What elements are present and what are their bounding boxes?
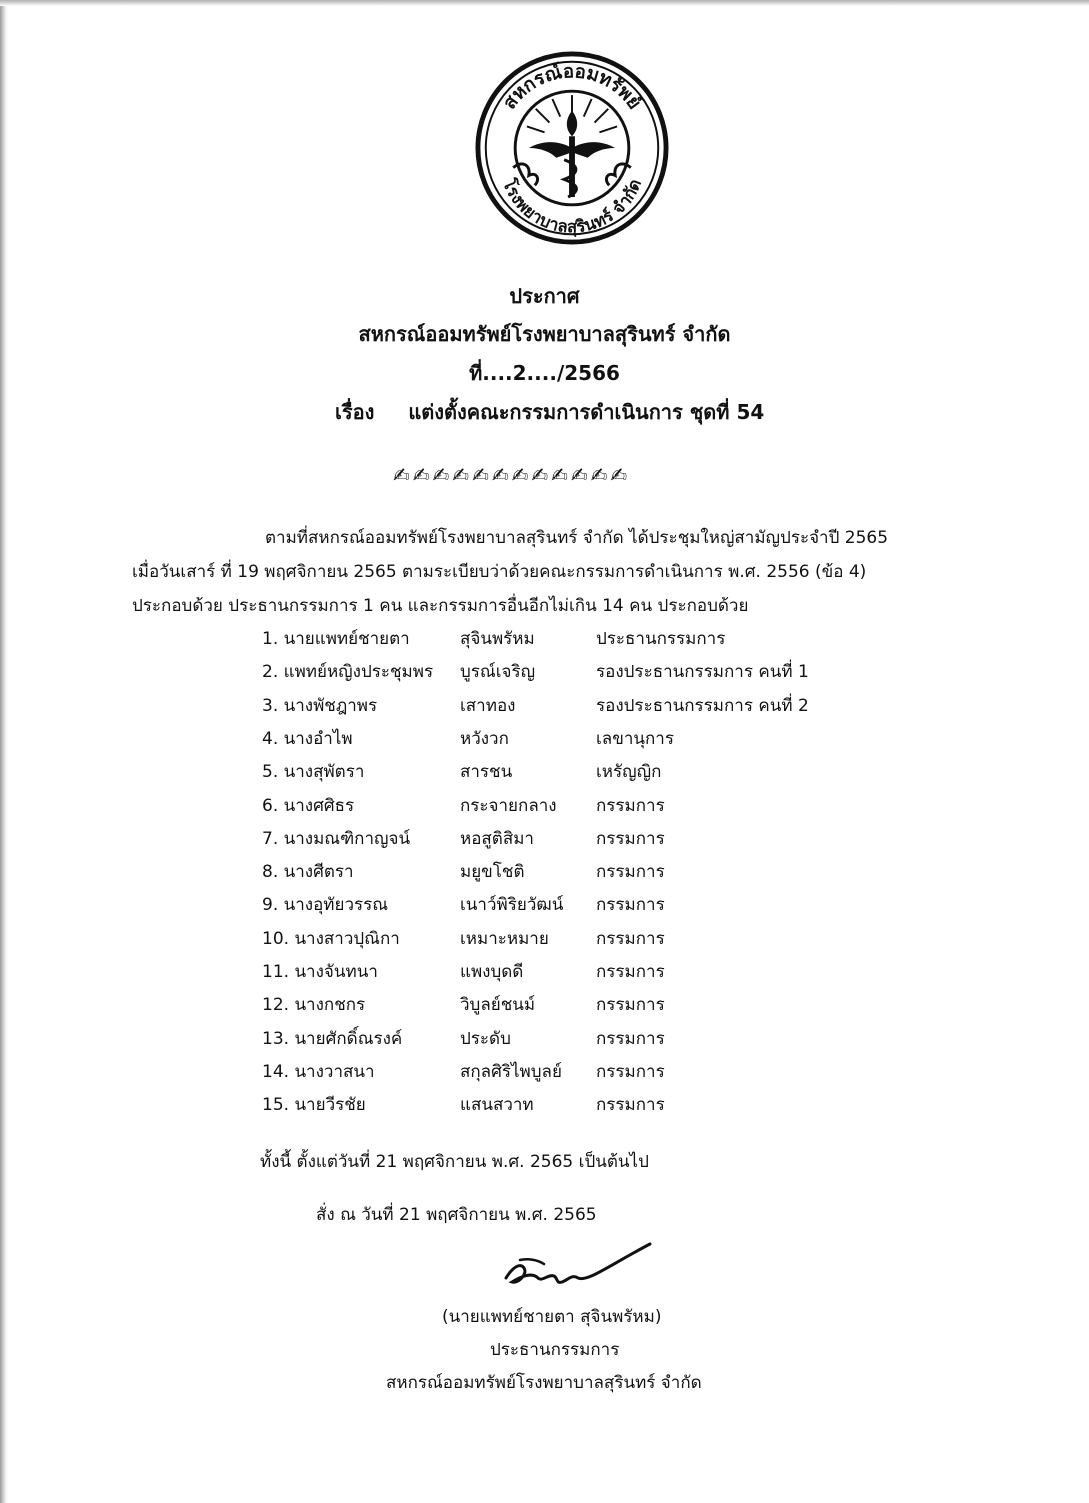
member-name: 5. นางสุพัตรา: [262, 762, 365, 782]
writing-hand-icon: ✍: [412, 463, 430, 487]
writing-hand-icon: ✍: [491, 463, 509, 487]
member-name: 8. นางศีตรา: [262, 862, 354, 882]
member-position: กรรมการ: [596, 862, 665, 882]
member-row: [0, 624, 1089, 654]
member-name: 3. นางพัชฎาพร: [262, 696, 378, 716]
member-surname: มยูขโชติ: [460, 862, 525, 882]
member-surname: หวังวก: [460, 729, 509, 749]
member-surname: สกุลศิริไพบูลย์: [460, 1062, 562, 1082]
writing-hand-icon: ✍: [452, 463, 470, 487]
member-row: [0, 857, 1089, 887]
signatory-position: ประธานกรรมการ: [490, 1340, 620, 1360]
member-surname: เหมาะหมาย: [460, 929, 549, 949]
page-top-shadow: [0, 0, 1089, 6]
member-surname: วิบูลย์ชนม์: [460, 995, 536, 1015]
writing-hand-icon: ✍: [472, 463, 489, 487]
member-surname: เสาทอง: [460, 696, 516, 716]
writing-hand-icon: ✍: [531, 463, 549, 487]
member-position: กรรมการ: [596, 1095, 665, 1115]
member-surname: หอสูติสิมา: [460, 829, 534, 849]
member-row: [0, 1024, 1089, 1054]
writing-hand-icon: ✍: [590, 463, 608, 487]
member-position: กรรมการ: [596, 929, 665, 949]
member-position: กรรมการ: [596, 829, 665, 849]
signatory-name: (นายแพทย์ชายตา สุจินพรัหม): [442, 1307, 662, 1327]
body-line-3: ประกอบด้วย ประธานกรรมการ 1 คน และกรรมการอื่นอีกไม่เกิน 14 คน ประกอบด้วย: [132, 596, 749, 616]
member-surname: สารชน: [460, 762, 513, 782]
member-name: 9. นางอุทัยวรรณ: [262, 895, 389, 915]
announcement-title: ประกาศ: [509, 284, 580, 308]
member-name: 13. นายศักดิ์ณรงค์: [262, 1029, 403, 1049]
member-row: [0, 691, 1089, 721]
member-name: 12. นางกชกร: [262, 995, 366, 1015]
writing-hand-icon: ✍: [610, 463, 628, 487]
member-name: 15. นายวีรชัย: [262, 1095, 366, 1115]
member-name: 6. นางศศิธร: [262, 796, 355, 816]
decorative-divider: [393, 462, 627, 488]
body-line-1: ตามที่สหกรณ์ออมทรัพย์โรงพยาบาลสุรินทร์ จำกัด ได้ประชุมใหญ่สามัญประจำปี 2565: [265, 528, 889, 548]
member-row: [0, 1057, 1089, 1087]
member-position: รองประธานกรรมการ คนที่ 2: [596, 696, 809, 716]
cooperative-seal-logo: [474, 50, 670, 246]
member-row: [0, 957, 1089, 987]
writing-hand-icon: ✍: [432, 463, 450, 487]
member-name: 11. นางจันทนา: [262, 962, 378, 982]
member-row: [0, 657, 1089, 687]
member-surname: บูรณ์เจริญ: [460, 662, 536, 682]
order-date-line: สั่ง ณ วันที่ 21 พฤศจิกายน พ.ศ. 2565: [316, 1205, 597, 1225]
member-surname: เนาว์พิริยวัฒน์: [460, 895, 564, 915]
member-position: เลขานุการ: [596, 729, 674, 749]
subject-text: แต่งตั้งคณะกรรมการดำเนินการ ชุดที่ 54: [408, 400, 765, 424]
body-line-2: เมื่อวันเสาร์ ที่ 19 พฤศจิกายน 2565 ตามระเบียบว่าด้วยคณะกรรมการดำเนินการ พ.ศ. 2556 (ข้อ 4): [132, 562, 867, 582]
seal-top-text: สหกรณ์ออมทรัพย์: [499, 61, 645, 114]
member-name: 2. แพทย์หญิงประชุมพร: [262, 662, 434, 682]
member-surname: กระจายกลาง: [460, 796, 557, 816]
member-position: กรรมการ: [596, 895, 665, 915]
member-row: [0, 1090, 1089, 1120]
member-row: [0, 824, 1089, 854]
member-row: [0, 791, 1089, 821]
effective-date-line: ทั้งนี้ ตั้งแต่วันที่ 21 พฤศจิกายน พ.ศ. 2565 เป็นต้นไป: [260, 1152, 649, 1172]
member-position: กรรมการ: [596, 1062, 665, 1082]
organization-name: สหกรณ์ออมทรัพย์โรงพยาบาลสุรินทร์ จำกัด: [358, 322, 731, 346]
announcement-number: ที่....2..../2566: [469, 361, 620, 385]
member-row: [0, 890, 1089, 920]
member-row: [0, 990, 1089, 1020]
writing-hand-icon: ✍: [393, 463, 410, 487]
seal-bottom-text: โรงพยาบาลสุรินทร์ จำกัด: [499, 176, 645, 237]
member-position: ประธานกรรมการ: [596, 629, 726, 649]
member-row: [0, 757, 1089, 787]
member-name: 7. นางมณฑิกาญจน์: [262, 829, 411, 849]
subject-line: [335, 398, 764, 426]
member-surname: แพงบุดดี: [460, 962, 524, 982]
member-name: 10. นางสาวปุณิกา: [262, 929, 400, 949]
writing-hand-icon: ✍: [570, 463, 588, 487]
member-position: เหรัญญิก: [596, 762, 662, 782]
writing-hand-icon: ✍: [511, 463, 529, 487]
member-position: กรรมการ: [596, 1029, 665, 1049]
member-surname: แสนสวาท: [460, 1095, 534, 1115]
member-position: รองประธานกรรมการ คนที่ 1: [596, 662, 809, 682]
handwritten-signature: [498, 1238, 658, 1296]
member-row: [0, 924, 1089, 954]
writing-hand-icon: ✍: [551, 463, 568, 487]
member-row: [0, 724, 1089, 754]
signatory-organization: สหกรณ์ออมทรัพย์โรงพยาบาลสุรินทร์ จำกัด: [386, 1373, 702, 1393]
member-name: 1. นายแพทย์ชายตา: [262, 629, 410, 649]
member-surname: ประดับ: [460, 1029, 511, 1049]
member-position: กรรมการ: [596, 962, 665, 982]
member-position: กรรมการ: [596, 995, 665, 1015]
member-surname: สุจินพรัหม: [460, 629, 535, 649]
member-name: 14. นางวาสนา: [262, 1062, 375, 1082]
member-position: กรรมการ: [596, 796, 665, 816]
member-name: 4. นางอำไพ: [262, 729, 353, 749]
subject-label: เรื่อง: [335, 400, 375, 424]
